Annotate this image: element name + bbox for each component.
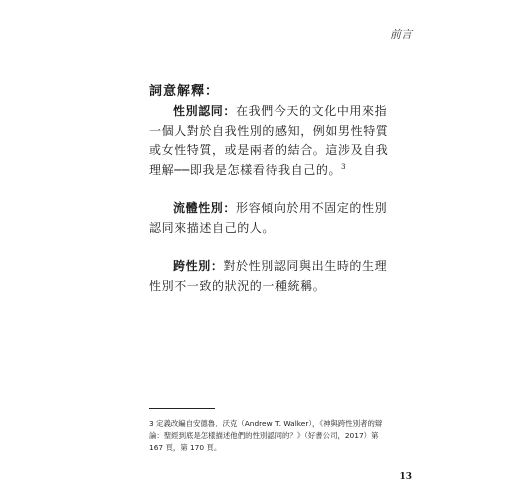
page-number: 13: [399, 472, 412, 482]
definitions-list: [149, 102, 393, 315]
definition-text: 對於性別認同與出生時的生理性別不一致的狀況的一種統稱。: [149, 259, 388, 293]
footnote-divider: [149, 408, 215, 409]
definition-text: 形容傾向於用不固定的性別認同來描述自己的人。: [149, 201, 388, 235]
running-header: 前言: [390, 28, 412, 41]
definition-term: 流體性別: [173, 201, 224, 215]
footnote-reference[interactable]: 3: [341, 162, 347, 171]
definition-separator: ：: [223, 104, 237, 118]
definition-gender-fluid: [149, 199, 393, 238]
footnote-number: 3: [149, 419, 154, 428]
definition-term: 性別認同: [173, 104, 224, 118]
definition-text: 在我們今天的文化中用來指一個人對於自我性別的感知，例如男性特質或女性特質，或是兩者的結合。這涉及自我理解──即我是怎樣看待我自己的。: [149, 104, 389, 177]
definition-separator: ：: [223, 201, 237, 215]
definition-gender-identity: [149, 102, 393, 180]
footnote-text: 定義改編自安德魯．沃克（Andrew T. Walker），《神與跨性別者的辯論：聖經到底是怎樣描述他們的性別認同的？》（好書公司，2017）第 167 頁，第 170 頁。: [149, 419, 383, 452]
section-heading: 詞意解釋：: [149, 84, 220, 99]
footnote: [149, 418, 385, 454]
definition-separator: ：: [210, 259, 224, 273]
definition-transgender: [149, 257, 393, 296]
definition-term: 跨性別: [173, 259, 211, 273]
